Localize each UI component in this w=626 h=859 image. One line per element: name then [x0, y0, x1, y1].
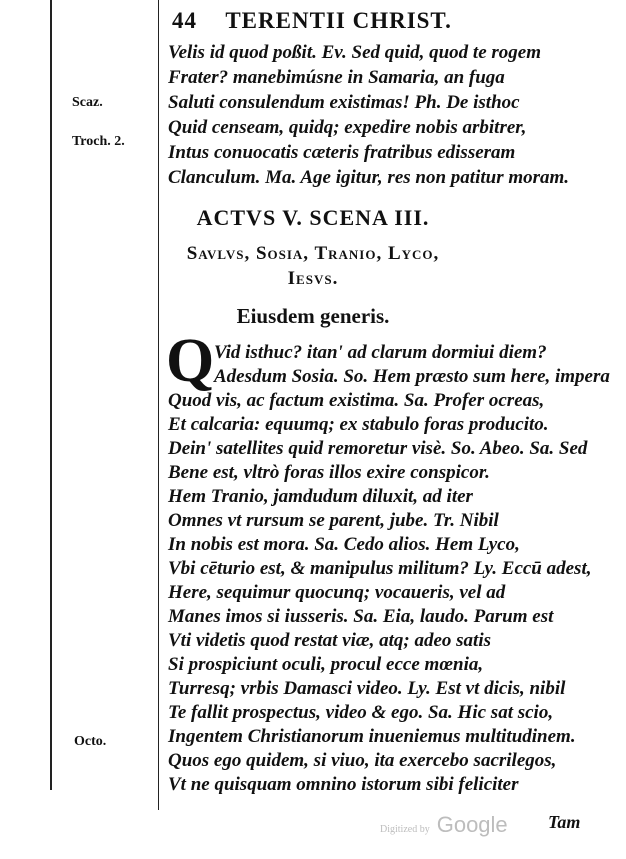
verse-line: Turresq; vrbis Damasci video. Ly. Est vt dicis, nibil — [168, 678, 566, 699]
verse-line: Et calcaria: equumq; ex stabulo foras producito. — [168, 414, 549, 435]
characters-line-1: Savlvs, Sosia, Tranio, Lyco, — [186, 243, 440, 264]
verse-line: Frater? manebimúsne in Samaria, an fuga — [168, 67, 505, 88]
verse-line: Vti videtis quod restat viæ, atq; adeo satis — [168, 630, 491, 651]
catchword: Tam — [548, 812, 581, 832]
verse-line: Manes imos si iusseris. Sa. Eia, laudo. Parum est — [168, 606, 554, 627]
verse-line: Te fallit prospectus, video & ego. Sa. Hic sat scio, — [168, 702, 554, 723]
watermark-brand: Google — [436, 812, 508, 837]
verse-line: Bene est, vltrò foras illos exire conspicor. — [168, 462, 490, 483]
running-title: TERENTII CHRIST. — [225, 8, 452, 33]
running-header — [172, 8, 452, 34]
characters-line-2: Iesvs. — [287, 268, 339, 289]
margin-note-troch: Troch. 2. — [72, 134, 125, 149]
verse-line: Quos ego quidem, si viuo, ita exercebo sacrilegos, — [168, 750, 557, 771]
verse-line: Quod vis, ac factum existima. Sa. Profer ocreas, — [168, 390, 545, 411]
text-block-rule — [158, 0, 159, 810]
verse-line: Si prospiciunt oculi, procul ecce mœnia, — [168, 654, 484, 675]
verse-line: Omnes vt rursum se parent, jube. Tr. Nibil — [168, 510, 499, 531]
margin-note-scaz: Scaz. — [72, 95, 103, 110]
verse-line: Intus conuocatis cæteris fratribus edisseram — [168, 142, 516, 163]
verse-line: In nobis est mora. Sa. Cedo alios. Hem Lyco, — [168, 534, 520, 555]
verse-line: Ingentem Christianorum inueniemus multitudinem. — [168, 726, 576, 747]
verse-line: Vt ne quisquam omnino istorum sibi feliciter — [168, 774, 519, 795]
page-edge-line — [50, 0, 52, 790]
page-number: 44 — [172, 8, 197, 33]
verse-line: Here, sequimur quocunq; vocaueris, vel ad — [168, 582, 506, 603]
verse-line: Velis id quod poßit. Ev. Sed quid, quod te rogem — [168, 42, 541, 63]
verse-line: Clanculum. Ma. Age igitur, res non patitur moram. — [168, 167, 570, 188]
verse-line: Quid censeam, quidq; expedire nobis arbitrer, — [168, 117, 527, 138]
verse-line: Adesdum Sosia. So. Hem præsto sum here, impera — [214, 366, 610, 387]
drop-cap: Q — [166, 327, 215, 395]
digitized-watermark — [380, 812, 508, 838]
verse-line: Hem Tranio, jamdudum diluxit, ad iter — [168, 486, 473, 507]
watermark-prefix: Digitized by — [380, 824, 430, 835]
verse-line: Vid isthuc? itan' ad clarum dormiui diem? — [214, 342, 547, 363]
verse-line: Saluti consulendum existimas! Ph. De isthoc — [168, 92, 520, 113]
margin-note-octo: Octo. — [74, 734, 107, 749]
genre-heading: Eiusdem generis. — [236, 304, 390, 328]
verse-line: Vbi cēturio est, & manipulus militum? Ly. Eccū adest, — [168, 558, 592, 579]
act-title: ACTVS V. SCENA III. — [196, 205, 430, 230]
verse-line: Dein' satellites quid remoretur visè. So. Abeo. Sa. Sed — [168, 438, 588, 459]
